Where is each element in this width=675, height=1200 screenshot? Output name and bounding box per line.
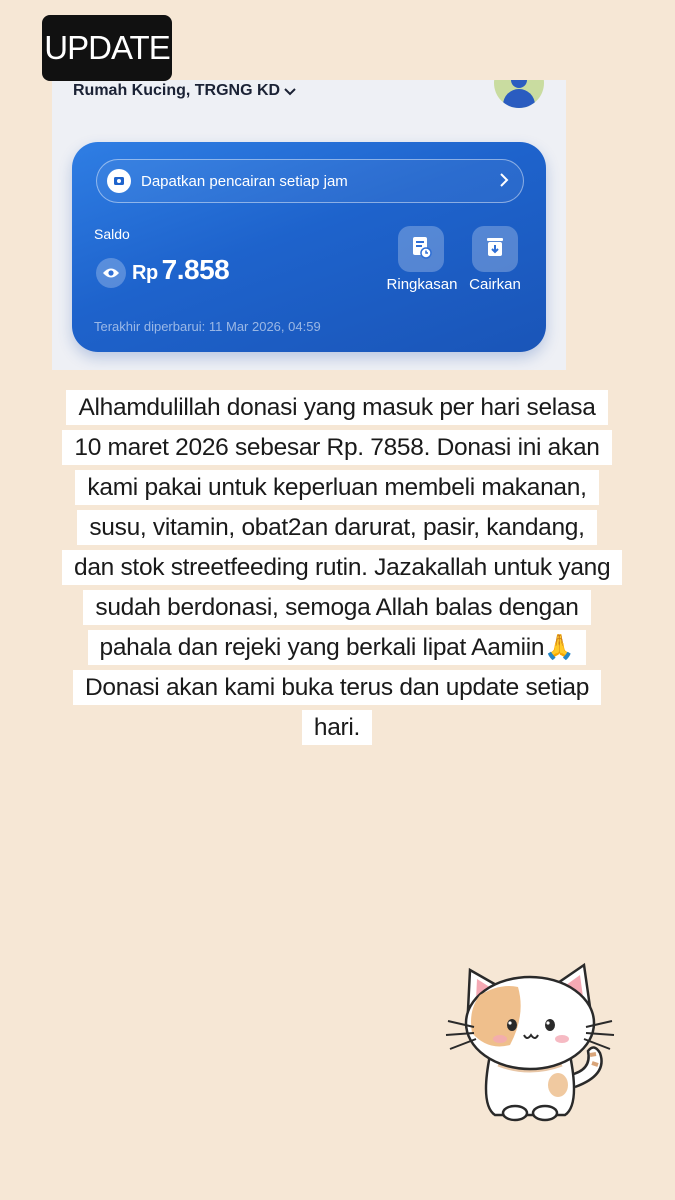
amount-value: 7.858	[161, 254, 230, 285]
donation-caption	[62, 388, 612, 748]
balance-card	[72, 142, 546, 352]
location-selector[interactable]	[73, 82, 296, 100]
caption-text: Alhamdulillah donasi yang masuk per hari selasa 10 maret 2026 sebesar Rp. 7858. Donasi ini akan kami pakai untuk keperluan membeli makanan, susu, vitamin, obat2an darurat, pasir, kandang, dan stok streetfeeding rutin. Jazakallah untuk yang sudah berdonasi, semoga Allah balas dengan pahala dan rejeki yang berkali lipat Aamiin🙏 Donasi akan kami buka terus dan update setiap hari.	[62, 390, 622, 745]
last-updated: Terakhir diperbarui: 11 Mar 2026, 04:59	[94, 319, 321, 334]
balance-label: Saldo	[94, 226, 130, 242]
update-tag: UPDATE	[42, 15, 172, 81]
summary-label: Ringkasan	[386, 276, 458, 293]
avatar[interactable]	[494, 80, 544, 108]
withdraw-icon	[485, 236, 505, 262]
cat-sticker	[440, 955, 620, 1125]
withdraw-button[interactable]	[472, 226, 518, 272]
chevron-right-icon	[500, 172, 509, 191]
summary-button[interactable]	[398, 226, 444, 272]
cash-icon	[107, 169, 131, 193]
currency: Rp	[132, 262, 158, 284]
app-screenshot	[52, 80, 566, 370]
summary-icon	[410, 235, 432, 263]
banner-text: Dapatkan pencairan setiap jam	[141, 172, 348, 190]
location-label: Rumah Kucing, TRGNG KD	[73, 82, 281, 99]
balance-amount	[132, 254, 229, 286]
hourly-withdrawal-banner[interactable]	[96, 159, 524, 203]
chevron-down-icon	[284, 85, 296, 99]
withdraw-label: Cairkan	[469, 276, 521, 293]
eye-icon[interactable]	[96, 258, 126, 288]
